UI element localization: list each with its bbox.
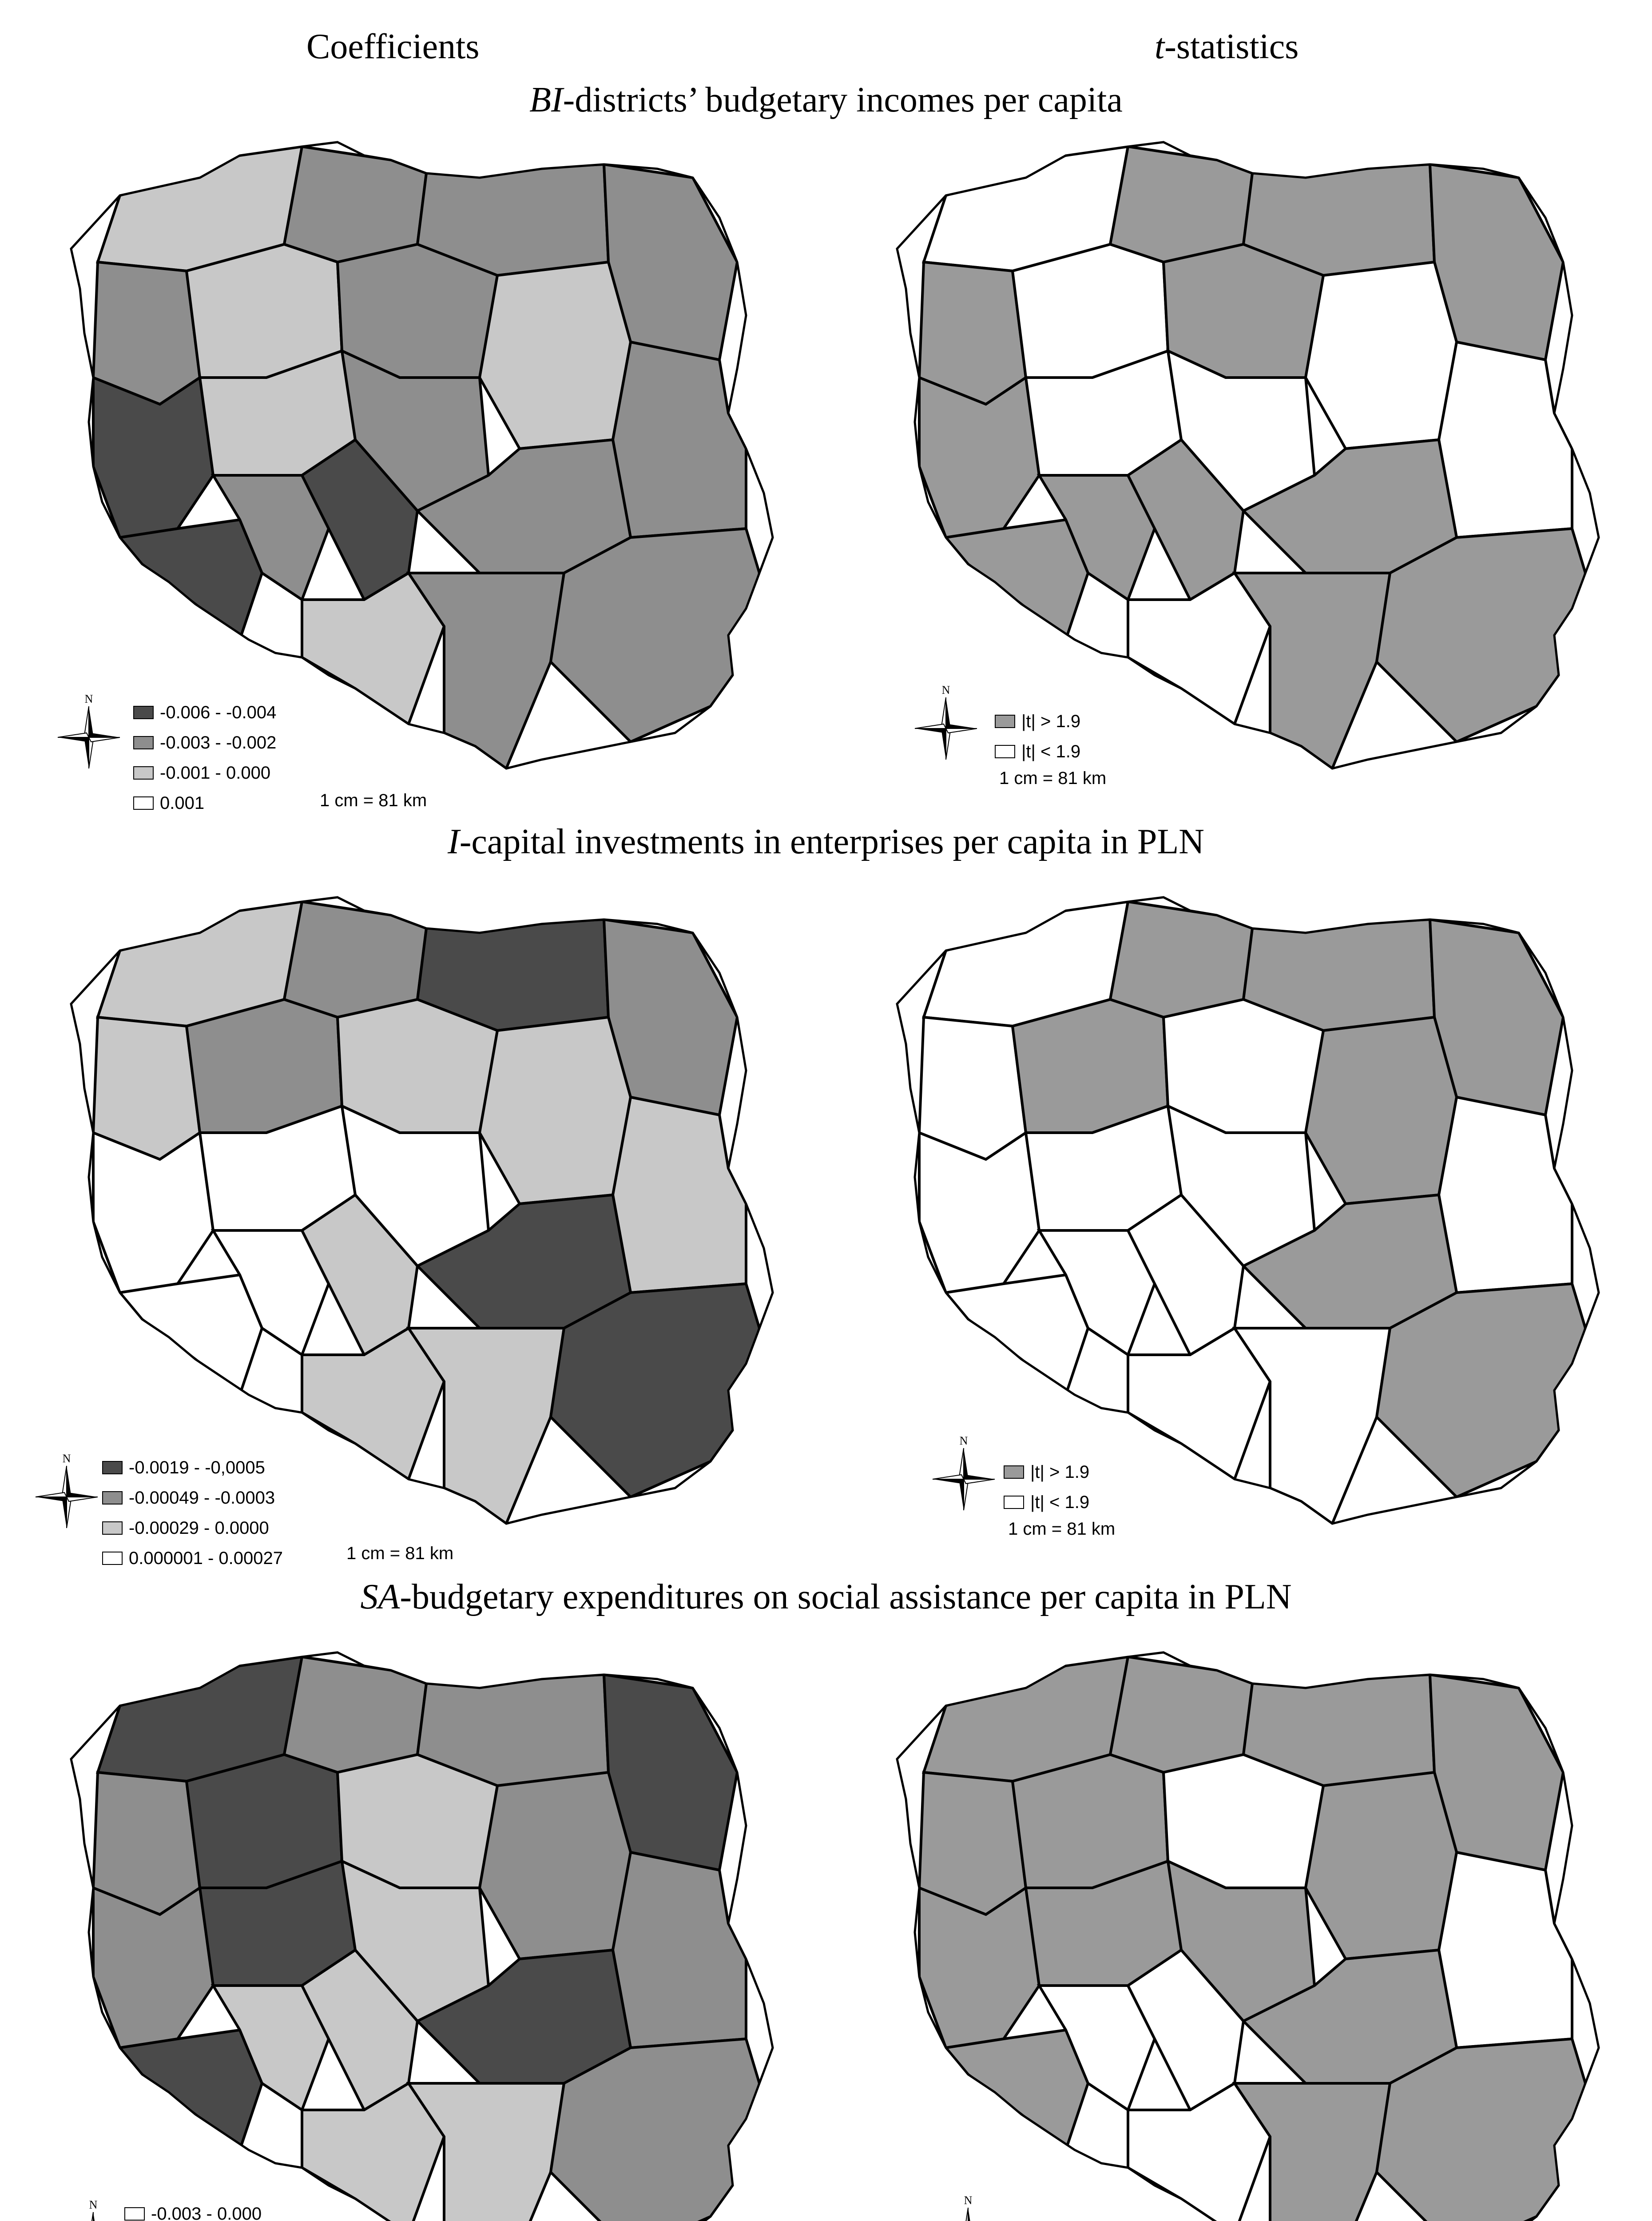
section-title-bi (0, 80, 1652, 120)
legend-swatch (102, 1491, 123, 1505)
voivodeship-region (120, 2030, 262, 2150)
voivodeship-region (409, 573, 564, 768)
t-statistics-header-rest: -statistics (1164, 27, 1299, 66)
voivodeship-region (480, 1017, 631, 1204)
voivodeship-region (187, 1755, 342, 1888)
voivodeship-region (480, 262, 631, 449)
svg-text:N: N (62, 1453, 71, 1465)
coefficients-header: Coefficients (306, 27, 480, 66)
voivodeship-region (919, 1133, 1039, 1293)
voivodeship-region (613, 1097, 746, 1293)
section-title-sa (0, 1577, 1652, 1617)
legend-swatch (1004, 1496, 1024, 1509)
svg-text:N: N (959, 1435, 968, 1447)
legend-swatch (1004, 1465, 1024, 1479)
voivodeship-region (1013, 999, 1168, 1133)
voivodeship-region (284, 1657, 426, 1772)
legend-item (995, 736, 1080, 767)
legend-item (102, 1513, 283, 1543)
legend-i-coefficients (102, 1453, 283, 1573)
legend-label: -0.0019 - -0,0005 (129, 1457, 265, 1477)
voivodeship-region (613, 342, 746, 537)
legend-swatch (102, 1552, 123, 1565)
legend-label: -0.001 - 0.000 (160, 763, 271, 783)
legend-swatch (102, 1461, 123, 1474)
voivodeship-region (1306, 1017, 1457, 1204)
voivodeship-region (1110, 147, 1252, 262)
legend-bi-tstatistics (995, 706, 1080, 767)
legend-bi-coefficients (133, 697, 276, 818)
legend-swatch (133, 736, 154, 749)
legend-label: -0.003 - -0.002 (160, 732, 277, 752)
legend-item (102, 1543, 283, 1573)
voivodeship-region (93, 1133, 213, 1293)
section-title-i-rest: -capital investments in enterprises per capita in PLN (459, 822, 1204, 861)
legend-item (1004, 1457, 1089, 1487)
legend-item (102, 1483, 283, 1513)
t-statistics-header-italic: t (1155, 27, 1165, 66)
map-sa-tstatistics (879, 1639, 1616, 2221)
poland-map-svg (879, 129, 1616, 786)
legend-label: |t| < 1.9 (1030, 1492, 1090, 1512)
scale-label: 1 cm = 81 km (346, 1544, 454, 1563)
legend-label: -0.006 - -0.004 (160, 702, 277, 722)
legend-label: |t| < 1.9 (1021, 741, 1081, 761)
map-sa-coefficients (53, 1639, 790, 2221)
svg-text:N: N (964, 2194, 973, 2207)
voivodeship-region (284, 147, 426, 262)
map-bi-coefficients (53, 129, 790, 786)
t-statistics-header (1155, 27, 1299, 67)
voivodeship-region (93, 1888, 213, 2048)
scale-label: 1 cm = 81 km (320, 791, 427, 810)
legend-swatch (133, 706, 154, 719)
legend-swatch (124, 2207, 145, 2221)
section-title-i-italic: I (448, 822, 460, 861)
legend-item (995, 706, 1080, 736)
legend-swatch (133, 796, 154, 810)
legend-item (102, 1453, 283, 1483)
section-title-sa-rest: -budgetary expenditures on social assistance per capita in PLN (400, 1577, 1292, 1616)
legend-sa-tstatistics (1008, 2217, 1094, 2221)
voivodeship-region (1235, 1328, 1390, 1524)
legend-swatch (102, 1521, 123, 1535)
legend-item (1004, 1487, 1089, 1517)
voivodeship-region (120, 1275, 262, 1395)
voivodeship-region (613, 1852, 746, 2048)
voivodeship-region (946, 2030, 1088, 2150)
voivodeship-region (946, 1275, 1088, 1395)
section-title-bi-rest: -districts’ budgetary incomes per capita (563, 80, 1123, 119)
legend-item (133, 697, 276, 728)
voivodeship-region (1013, 244, 1168, 378)
voivodeship-region (120, 520, 262, 640)
svg-text:N: N (84, 693, 93, 705)
svg-text:N: N (941, 684, 950, 697)
voivodeship-region (1235, 573, 1390, 768)
voivodeship-region (480, 1772, 631, 1959)
svg-text:N: N (89, 2199, 98, 2211)
voivodeship-region (919, 1888, 1039, 2048)
voivodeship-region (1013, 1755, 1168, 1888)
compass-rose-icon (910, 684, 981, 766)
poland-map-svg (53, 129, 790, 786)
legend-label: -0.003 - 0.000 (151, 2204, 262, 2221)
scale-label: 1 cm = 81 km (999, 768, 1107, 788)
legend-item (133, 758, 276, 788)
voivodeship-region (1110, 1657, 1252, 1772)
legend-sa-coefficients (124, 2199, 262, 2221)
voivodeship-region (93, 378, 213, 537)
section-title-bi-italic: BI (529, 80, 563, 119)
legend-label: -0.00049 - -0.0003 (129, 1488, 275, 1508)
legend-swatch (995, 745, 1015, 758)
legend-item (133, 788, 276, 818)
legend-i-tstatistics (1004, 1457, 1089, 1517)
legend-swatch (133, 766, 154, 780)
voivodeship-region (919, 378, 1039, 537)
legend-label: -0.00029 - 0.0000 (129, 1518, 269, 1538)
map-i-coefficients (53, 884, 790, 1541)
voivodeship-region (1306, 262, 1457, 449)
legend-label: |t| > 1.9 (1030, 1462, 1090, 1482)
voivodeship-region (409, 1328, 564, 1524)
compass-rose-icon (58, 2199, 129, 2221)
compass-rose-icon (31, 1453, 102, 1535)
legend-item (124, 2199, 262, 2221)
scale-label: 1 cm = 81 km (1008, 1519, 1116, 1539)
section-title-i (0, 822, 1652, 862)
legend-item (1008, 2217, 1094, 2221)
legend-label: 0.001 (160, 793, 205, 813)
map-bi-tstatistics (879, 129, 1616, 786)
legend-label: |t| > 1.9 (1021, 711, 1081, 731)
voivodeship-region (1439, 1097, 1572, 1293)
compass-rose-icon (928, 1435, 999, 1517)
voivodeship-region (187, 244, 342, 378)
compass-rose-icon (53, 693, 124, 775)
voivodeship-region (284, 902, 426, 1017)
compass-rose-icon (933, 2194, 1004, 2221)
legend-label: 0.000001 - 0.00027 (129, 1548, 283, 1568)
legend-item (133, 728, 276, 758)
voivodeship-region (946, 520, 1088, 640)
voivodeship-region (187, 999, 342, 1133)
poland-map-svg (53, 884, 790, 1541)
legend-swatch (995, 715, 1015, 728)
section-title-sa-italic: SA (360, 1577, 400, 1616)
poland-map-svg (879, 1639, 1616, 2221)
voivodeship-region (1439, 1852, 1572, 2048)
voivodeship-region (1439, 342, 1572, 537)
poland-map-svg (53, 1639, 790, 2221)
voivodeship-region (1110, 902, 1252, 1017)
voivodeship-region (1306, 1772, 1457, 1959)
